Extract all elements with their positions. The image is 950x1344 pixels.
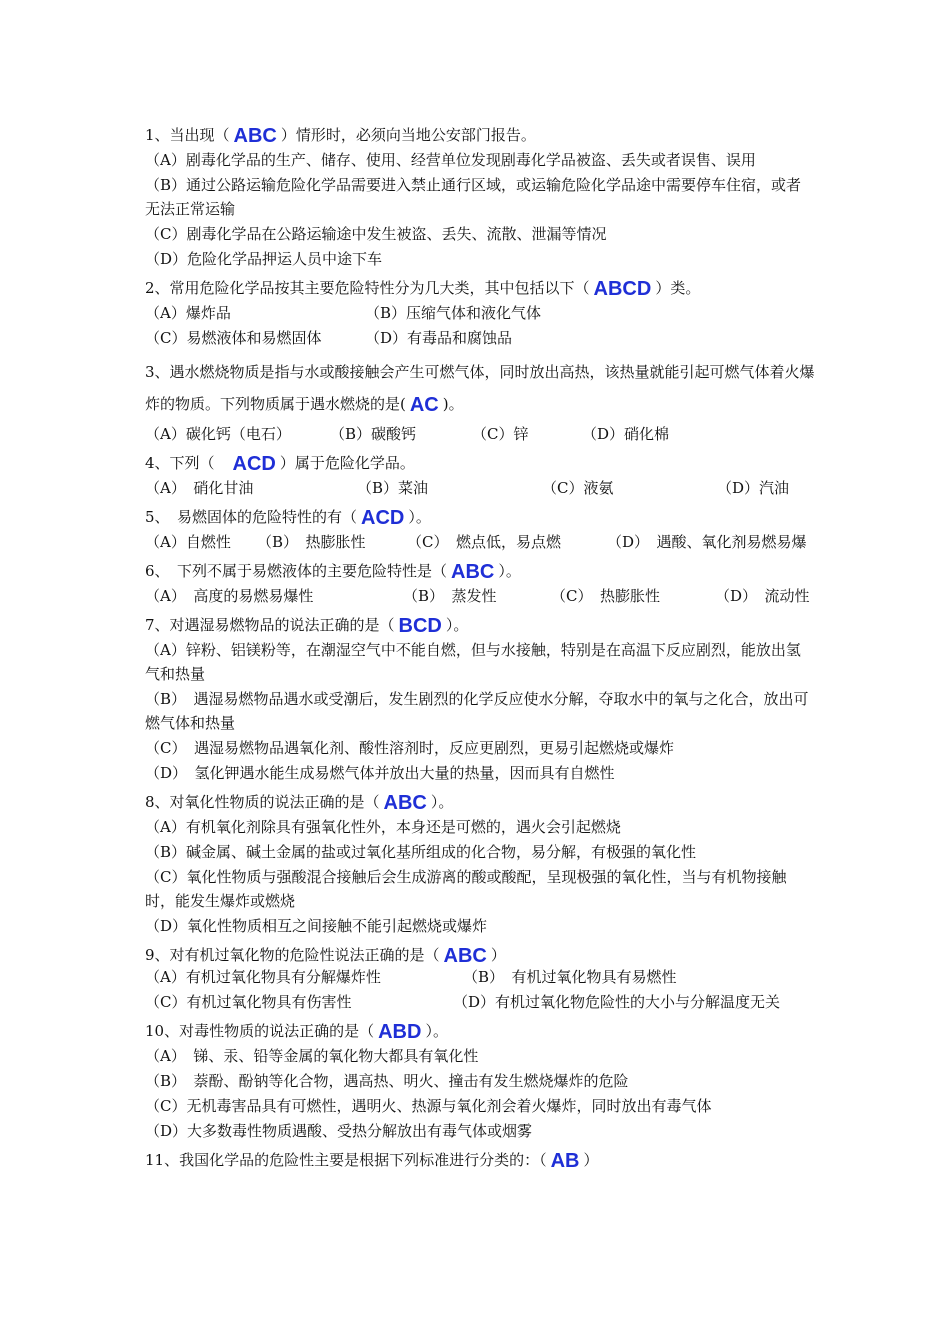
option: （C）锌 — [472, 425, 529, 443]
answer-9: ABC — [443, 945, 487, 967]
option: （B）碱金属、碱土金属的盐或过氧化基所组成的化合物，易分解，有极强的氧化性 — [145, 843, 697, 861]
option: （B） 遇湿易燃物品遇水或受潮后，发生剧烈的化学反应使水分解，夺取水中的氧与之化合，放出可燃气体和热量 — [145, 690, 809, 732]
option: （B）通过公路运输危险化学品需要进入禁止通行区域，或运输危险化学品途中需要停车住宿，或者无法正常运输 — [145, 176, 802, 218]
option: （D） 氢化钾遇水能生成易燃气体并放出大量的热量，因而具有自燃性 — [145, 764, 615, 782]
option: （D） 遇酸、氧化剂易燃易爆 — [607, 533, 807, 551]
answer-4: ACD — [232, 453, 276, 475]
question-8: 8、对氧化性物质的说法正确的是（ ABC ）。 — [145, 792, 454, 814]
answer-10: ABD — [378, 1021, 422, 1043]
question-9: 9、对有机过氧化物的危险性说法正确的是（ ABC ） — [145, 945, 506, 967]
option: （A） 硝化甘油 — [145, 479, 254, 497]
option: （A）有机过氧化物具有分解爆炸性 — [145, 968, 381, 986]
option-row — [145, 965, 815, 989]
option: （C）有机过氧化物具有伤害性 — [145, 993, 352, 1011]
question-3: 3、遇水燃烧物质是指与水或酸接触会产生可燃气体，同时放出高热，该热量就能引起可燃气体着火爆炸的物质。下列物质属于遇水燃烧的是( AC )。 — [145, 356, 815, 421]
option-row — [145, 422, 815, 446]
option: （D） 流动性 — [715, 587, 810, 605]
option: （D）氧化性物质相互之间接触不能引起燃烧或爆炸 — [145, 917, 488, 935]
question-5: 5、 易燃固体的危险特性的有（ ACD ）。 — [145, 507, 431, 529]
option: （B） 萘酚、酚钠等化合物，遇高热、明火、撞击有发生燃烧爆炸的危险 — [145, 1072, 629, 1090]
option: （A）有机氧化剂除具有强氧化性外，本身还是可燃的，遇火会引起燃烧 — [145, 818, 621, 836]
option: （B）碳酸钙 — [330, 425, 417, 443]
option-row — [145, 476, 815, 500]
question-1: 1、当出现（ ABC ）情形时，必须向当地公安部门报告。 — [145, 125, 536, 147]
question-7: 7、对遇湿易燃物品的说法正确的是（ BCD ）。 — [145, 615, 469, 637]
question-6: 6、 下列不属于易燃液体的主要危险特性是（ ABC ）。 — [145, 561, 521, 583]
option: （C）氧化性物质与强酸混合接触后会生成游离的酸或酸配，呈现极强的氧化性，当与有机物接触时，能发生爆炸或燃烧 — [145, 868, 787, 910]
option: （D）危险化学品押运人员中途下车 — [145, 250, 383, 268]
option: （D）大多数毒性物质遇酸、受热分解放出有毒气体或烟雾 — [145, 1122, 533, 1140]
question-11: 11、我国化学品的危险性主要是根据下列标准进行分类的：（ AB ） — [145, 1150, 599, 1172]
option: （B） 有机过氧化物具有易燃性 — [463, 968, 677, 986]
option-row — [145, 584, 815, 608]
option: （C）剧毒化学品在公路运输途中发生被盗、丢失、流散、泄漏等情况 — [145, 225, 607, 243]
option: （C） 燃点低，易点燃 — [407, 533, 561, 551]
answer-7: BCD — [398, 615, 442, 637]
option: （C）易燃液体和易燃固体 — [145, 329, 322, 347]
option: （B）压缩气体和液化气体 — [365, 304, 542, 322]
option: （D）有机过氧化物危险性的大小与分解温度无关 — [453, 993, 781, 1011]
question-10: 10、对毒性物质的说法正确的是（ ABD ）。 — [145, 1021, 448, 1043]
answer-2: ABCD — [593, 278, 652, 300]
option: （A）锌粉、铝镁粉等，在潮湿空气中不能自燃，但与水接触，特别是在高温下反应剧烈，能放出氢气和热量 — [145, 641, 801, 683]
answer-5: ACD — [361, 507, 405, 529]
answer-6: ABC — [451, 561, 495, 583]
answer-3: AC — [409, 394, 439, 416]
answer-8: ABC — [383, 792, 427, 814]
option: （C） 遇湿易燃物品遇氧化剂、酸性溶剂时，反应更剧烈，更易引起燃烧或爆炸 — [145, 739, 674, 757]
document-body — [145, 118, 815, 1172]
answer-1: ABC — [233, 125, 277, 147]
option: （C）液氨 — [542, 479, 614, 497]
option-row — [145, 301, 815, 325]
option: （C）无机毒害品具有可燃性，遇明火、热源与氧化剂会着火爆炸，同时放出有毒气体 — [145, 1097, 712, 1115]
answer-11: AB — [550, 1150, 580, 1172]
option: （A） 高度的易燃易爆性 — [145, 587, 314, 605]
option: （B）菜油 — [357, 479, 429, 497]
option-row — [145, 326, 815, 350]
option: （A）爆炸品 — [145, 304, 231, 322]
option: （C） 热膨胀性 — [551, 587, 660, 605]
option-row — [145, 990, 815, 1014]
option: （D）硝化棉 — [582, 425, 670, 443]
option: （B） 热膨胀性 — [257, 533, 366, 551]
option: （A） 锑、汞、铅等金属的氧化物大都具有氧化性 — [145, 1047, 479, 1065]
option: （A）剧毒化学品的生产、储存、使用、经营单位发现剧毒化学品被盗、丢失或者误售、误用 — [145, 151, 756, 169]
option: （D）有毒品和腐蚀品 — [365, 329, 513, 347]
question-2: 2、常用危险化学品按其主要危险特性分为几大类，其中包括以下（ ABCD ）类。 — [145, 278, 701, 300]
question-4: 4、下列（ ACD ）属于危险化学品。 — [145, 453, 415, 475]
option: （B） 蒸发性 — [403, 587, 497, 605]
option: （D）汽油 — [717, 479, 790, 497]
option: （A）碳化钙（电石） — [145, 425, 291, 443]
option: （A）自燃性 — [145, 533, 231, 551]
option-row — [145, 530, 815, 554]
